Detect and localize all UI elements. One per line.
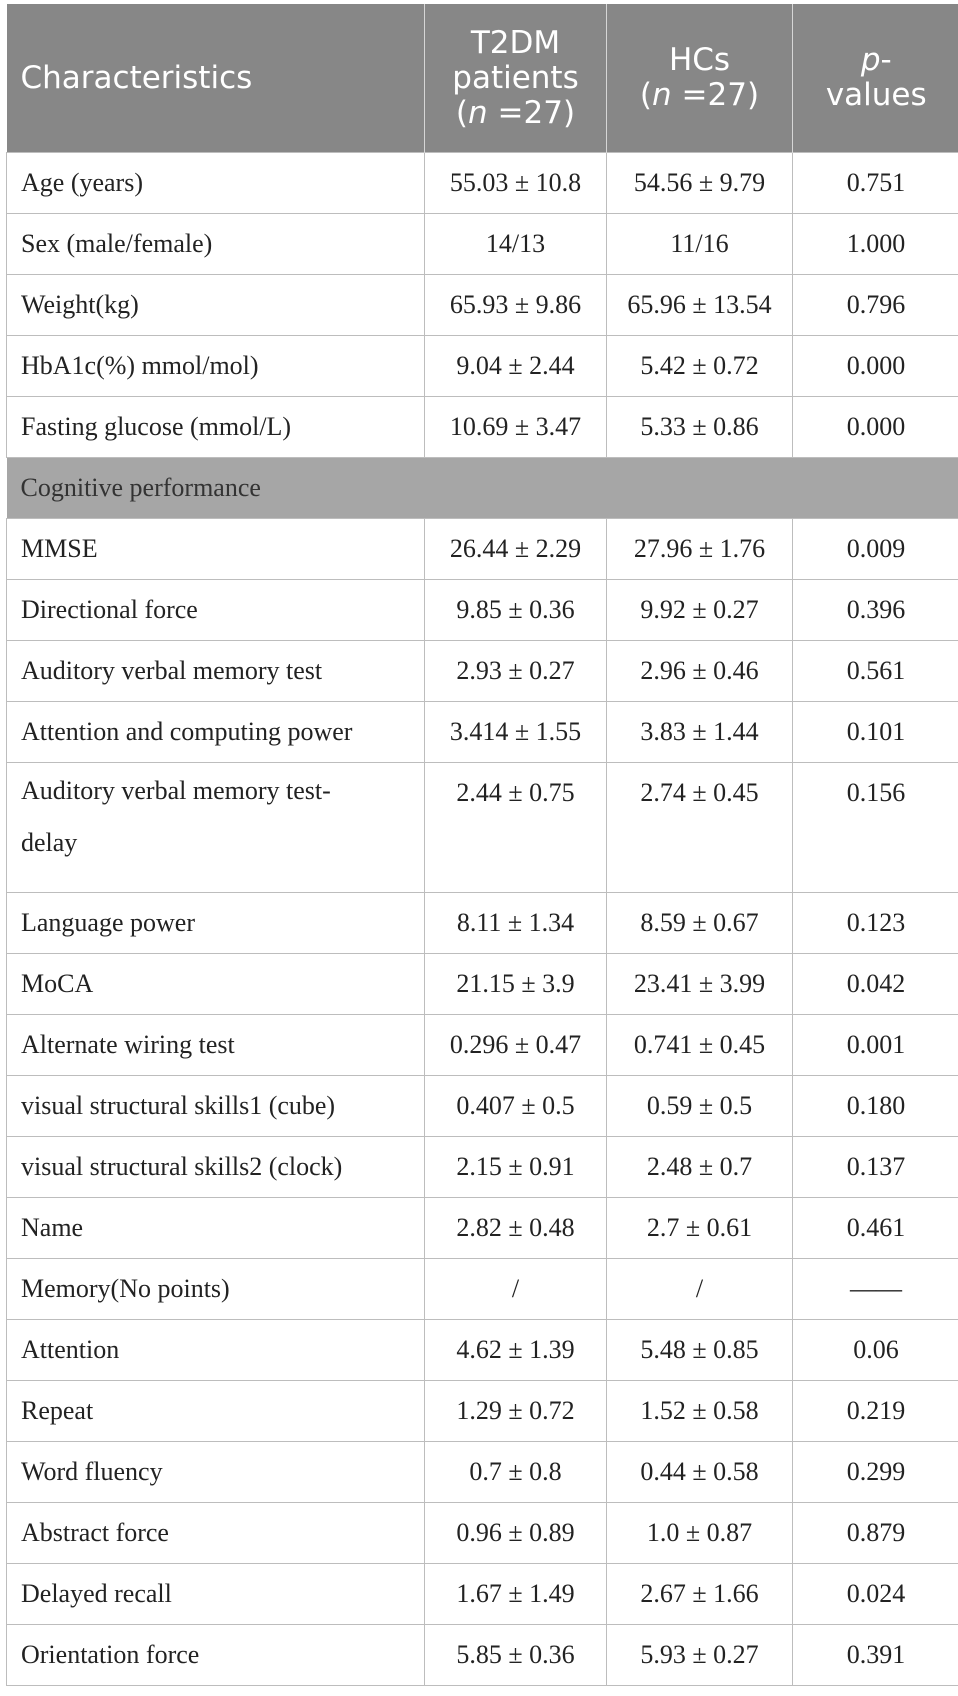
hcs-value: 1.52 ± 0.58	[607, 1381, 793, 1442]
t2dm-value: 2.44 ± 0.75	[425, 763, 607, 893]
hcs-value: 65.96 ± 13.54	[607, 275, 793, 336]
t2dm-value: 2.82 ± 0.48	[425, 1198, 607, 1259]
p-value: 0.796	[793, 275, 958, 336]
hcs-value: 27.96 ± 1.76	[607, 519, 793, 580]
t2dm-value: 26.44 ± 2.29	[425, 519, 607, 580]
p-value: 0.000	[793, 336, 958, 397]
table-row	[7, 1198, 958, 1259]
row-label: Memory(No points)	[7, 1259, 425, 1320]
hcs-value: 2.48 ± 0.7	[607, 1137, 793, 1198]
p-value: 0.101	[793, 702, 958, 763]
t2dm-value: 0.96 ± 0.89	[425, 1503, 607, 1564]
hcs-value: 2.74 ± 0.45	[607, 763, 793, 893]
t2dm-value: 1.67 ± 1.49	[425, 1564, 607, 1625]
row-label: MoCA	[7, 954, 425, 1015]
p-value: 0.561	[793, 641, 958, 702]
p-value: 0.000	[793, 397, 958, 458]
table-row	[7, 519, 958, 580]
hcs-value: 0.59 ± 0.5	[607, 1076, 793, 1137]
t2dm-value: 1.29 ± 0.72	[425, 1381, 607, 1442]
table-row	[7, 1625, 958, 1686]
table-row	[7, 397, 958, 458]
table-row	[7, 1015, 958, 1076]
table-row	[7, 1259, 958, 1320]
characteristics-table-container	[6, 4, 958, 1686]
row-label: Auditory verbal memory test- delay	[7, 763, 425, 893]
row-label: Attention and computing power	[7, 702, 425, 763]
p-value: 0.156	[793, 763, 958, 893]
t2dm-value: 14/13	[425, 214, 607, 275]
row-label: Sex (male/female)	[7, 214, 425, 275]
row-label: Weight(kg)	[7, 275, 425, 336]
t2dm-value: 0.296 ± 0.47	[425, 1015, 607, 1076]
header-t2dm-patients: T2DM patients (n =27)	[425, 4, 607, 153]
hcs-value: 5.42 ± 0.72	[607, 336, 793, 397]
p-value: ——	[793, 1259, 958, 1320]
row-label: Alternate wiring test	[7, 1015, 425, 1076]
table-row	[7, 1320, 958, 1381]
p-value: 0.123	[793, 893, 958, 954]
table-row	[7, 214, 958, 275]
p-value: 0.879	[793, 1503, 958, 1564]
p-value: 0.180	[793, 1076, 958, 1137]
hcs-value: 2.67 ± 1.66	[607, 1564, 793, 1625]
t2dm-value: 0.407 ± 0.5	[425, 1076, 607, 1137]
t2dm-value: 4.62 ± 1.39	[425, 1320, 607, 1381]
row-label: Auditory verbal memory test	[7, 641, 425, 702]
row-label: Abstract force	[7, 1503, 425, 1564]
hcs-value: 8.59 ± 0.67	[607, 893, 793, 954]
hcs-value: /	[607, 1259, 793, 1320]
table-row	[7, 275, 958, 336]
section-label: Cognitive performance	[7, 458, 958, 519]
p-value: 0.396	[793, 580, 958, 641]
table-row	[7, 153, 958, 214]
row-label: Language power	[7, 893, 425, 954]
hcs-value: 54.56 ± 9.79	[607, 153, 793, 214]
table-row	[7, 1137, 958, 1198]
table-row	[7, 336, 958, 397]
p-value: 0.299	[793, 1442, 958, 1503]
t2dm-value: 21.15 ± 3.9	[425, 954, 607, 1015]
p-value: 1.000	[793, 214, 958, 275]
table-row	[7, 893, 958, 954]
t2dm-value: 3.414 ± 1.55	[425, 702, 607, 763]
hcs-value: 2.96 ± 0.46	[607, 641, 793, 702]
row-label: Delayed recall	[7, 1564, 425, 1625]
row-label: Word fluency	[7, 1442, 425, 1503]
hcs-value: 2.7 ± 0.61	[607, 1198, 793, 1259]
row-label: MMSE	[7, 519, 425, 580]
table-row	[7, 702, 958, 763]
row-label: Name	[7, 1198, 425, 1259]
t2dm-value: 0.7 ± 0.8	[425, 1442, 607, 1503]
table-row	[7, 763, 958, 893]
t2dm-value: 10.69 ± 3.47	[425, 397, 607, 458]
t2dm-value: 65.93 ± 9.86	[425, 275, 607, 336]
hcs-value: 0.44 ± 0.58	[607, 1442, 793, 1503]
row-label: Fasting glucose (mmol/L)	[7, 397, 425, 458]
table-row	[7, 1442, 958, 1503]
p-value: 0.06	[793, 1320, 958, 1381]
header-characteristics: Characteristics	[7, 4, 425, 153]
row-label: Attention	[7, 1320, 425, 1381]
row-label: visual structural skills2 (clock)	[7, 1137, 425, 1198]
hcs-value: 11/16	[607, 214, 793, 275]
hcs-value: 3.83 ± 1.44	[607, 702, 793, 763]
hcs-value: 5.48 ± 0.85	[607, 1320, 793, 1381]
hcs-value: 9.92 ± 0.27	[607, 580, 793, 641]
hcs-value: 0.741 ± 0.45	[607, 1015, 793, 1076]
table-row	[7, 1076, 958, 1137]
row-label: HbA1c(%) mmol/mol)	[7, 336, 425, 397]
p-value: 0.751	[793, 153, 958, 214]
row-label: Directional force	[7, 580, 425, 641]
row-label: Age (years)	[7, 153, 425, 214]
p-value: 0.219	[793, 1381, 958, 1442]
p-value: 0.009	[793, 519, 958, 580]
header-p-values: p- values	[793, 4, 958, 153]
table-row	[7, 1503, 958, 1564]
row-label: visual structural skills1 (cube)	[7, 1076, 425, 1137]
row-label: Orientation force	[7, 1625, 425, 1686]
p-value: 0.137	[793, 1137, 958, 1198]
t2dm-value: 5.85 ± 0.36	[425, 1625, 607, 1686]
characteristics-table	[6, 4, 958, 1686]
t2dm-value: 8.11 ± 1.34	[425, 893, 607, 954]
p-value: 0.391	[793, 1625, 958, 1686]
section-row-cognitive-performance	[7, 458, 958, 519]
p-value: 0.024	[793, 1564, 958, 1625]
t2dm-value: 2.15 ± 0.91	[425, 1137, 607, 1198]
hcs-value: 23.41 ± 3.99	[607, 954, 793, 1015]
table-row	[7, 580, 958, 641]
p-value: 0.461	[793, 1198, 958, 1259]
table-row	[7, 1564, 958, 1625]
t2dm-value: 2.93 ± 0.27	[425, 641, 607, 702]
table-header-row	[7, 4, 958, 153]
table-row	[7, 641, 958, 702]
table-row	[7, 1381, 958, 1442]
hcs-value: 5.33 ± 0.86	[607, 397, 793, 458]
hcs-value: 5.93 ± 0.27	[607, 1625, 793, 1686]
header-hcs: HCs (n =27)	[607, 4, 793, 153]
t2dm-value: 55.03 ± 10.8	[425, 153, 607, 214]
table-row	[7, 954, 958, 1015]
t2dm-value: /	[425, 1259, 607, 1320]
t2dm-value: 9.04 ± 2.44	[425, 336, 607, 397]
row-label: Repeat	[7, 1381, 425, 1442]
hcs-value: 1.0 ± 0.87	[607, 1503, 793, 1564]
p-value: 0.001	[793, 1015, 958, 1076]
p-value: 0.042	[793, 954, 958, 1015]
t2dm-value: 9.85 ± 0.36	[425, 580, 607, 641]
